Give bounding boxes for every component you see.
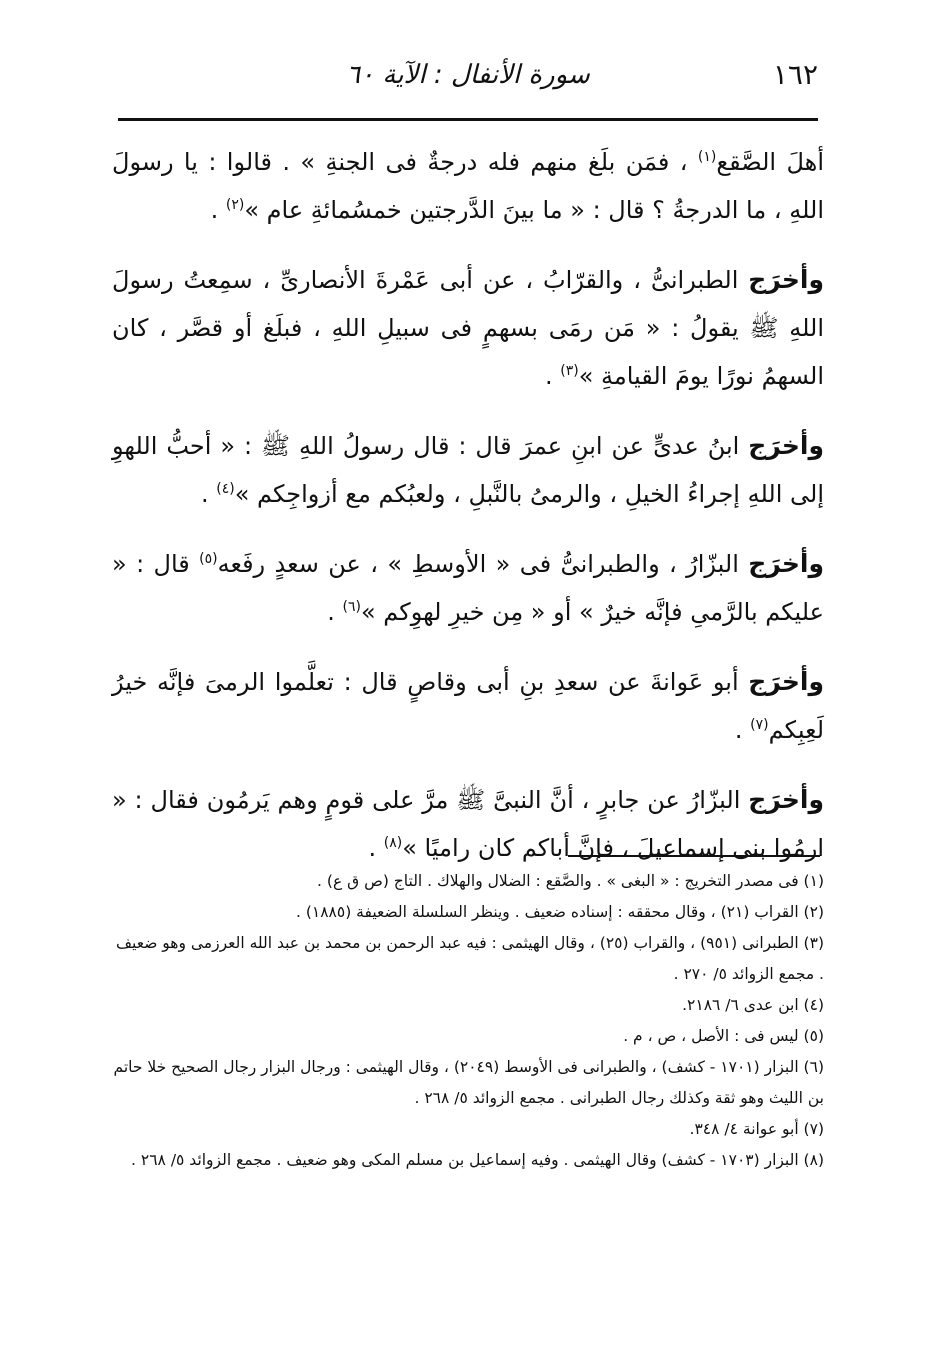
footnote-ref: (١) <box>697 149 717 165</box>
paragraph-end: . <box>544 362 561 390</box>
footnote-7: (٧) أبو عوانة ٤/ ٣٤٨. <box>689 1120 824 1138</box>
page-number: ١٦٢ <box>772 58 818 91</box>
paragraph-text: الطبرانىُّ ، والقرّابُ ، عن أبى عَمْرةَ الأنصارىِّ ، سمِعتُ رسولَ اللهِ ﷺ يقولُ : « مَن رمَى بسهمٍ فى سبيلِ اللهِ ، فبلَغ أو قصَّر ، كان السهمُ نورًا يومَ القيامةِ » <box>112 266 824 390</box>
main-text <box>112 138 824 894</box>
paragraph-end: . <box>327 598 343 626</box>
paragraph-end: . <box>734 716 751 744</box>
footnote-ref: (٨) <box>383 835 403 851</box>
footnote-8: (٨) البزار (١٧٠٣ - كشف) وقال الهيثمى . وفيه إسماعيل بن مسلم المكى وهو ضعيف . مجمع الزوائد ٥/ ٢٦٨ . <box>131 1151 824 1169</box>
running-title: سورة الأنفال : الآية ٦٠ <box>346 60 590 90</box>
paragraph-text: البزّارُ ، والطبرانىُّ فى « الأوسطِ » ، عن سعدٍ رفَعه <box>217 550 749 578</box>
paragraph-5 <box>112 658 824 754</box>
header-rule <box>118 118 818 121</box>
paragraph-text: ، فمَن بلَغ منهم فله درجةٌ فى الجنةِ » . قالوا : يا رسولَ اللهِ ، ما الدرجةُ ؟ قال : « ما بينَ الدَّرجتين خمسُمائةِ عام » <box>112 148 824 224</box>
footnote-2: (٢) القراب (٢١) ، وقال محققه : إسناده ضعيف . وينظر السلسلة الضعيفة (١٨٨٥) . <box>295 903 824 921</box>
paragraph-3 <box>112 422 824 518</box>
footnote-6: (٦) البزار (١٧٠١ - كشف) ، والطبرانى فى الأوسط (٢٠٤٩) ، وقال الهيثمى : ورجال البزار رجال الصحيح خلا حاتم بن الليث وهو ثقة وكذلك رجال الطبرانى . مجمع الزوائد ٥/ ٢٦٨ . <box>113 1058 824 1107</box>
footnote-ref: (٦) <box>342 599 361 615</box>
footnote-separator <box>568 855 820 857</box>
paragraph-2 <box>112 256 824 400</box>
footnote-ref: (٣) <box>560 363 579 379</box>
footnote-5: (٥) ليس فى : الأصل ، ص ، م . <box>623 1027 824 1045</box>
footnote-ref: (٧) <box>750 717 769 733</box>
paragraph-lead: وأخرَج <box>748 785 824 814</box>
footnote-3: (٣) الطبرانى (٩٥١) ، والقراب (٢٥) ، وقال الهيثمى : فيه عبد الرحمن بن محمد بن عبد الله العرزمى وهو ضعيف . مجمع الزوائد ٥/ ٢٧٠ . <box>116 934 824 983</box>
paragraph-end: . <box>210 196 226 224</box>
paragraph-text: ابنُ عدىٍّ عن ابنِ عمرَ قال : قال رسولُ اللهِ ﷺ : « أحبُّ اللهوِ إلى اللهِ إجراءُ الخيلِ ، والرمىُ بالنَّبلِ ، ولعبُكم مع أزواجِكم » <box>112 432 824 508</box>
footnote-ref: (٥) <box>199 551 218 567</box>
paragraph-1 <box>112 138 824 234</box>
footnote-1: (١) فى مصدر التخريج : « البغى » . والصَّقع : الضلال والهلاك . التاج (ص ق ع) . <box>317 872 824 890</box>
paragraph-text: أهلَ الصَّقع <box>716 148 824 176</box>
paragraph-6 <box>112 776 824 872</box>
paragraph-end: . <box>368 834 384 862</box>
footnotes <box>112 866 824 1176</box>
footnote-ref: (٤) <box>216 481 235 497</box>
paragraph-lead: وأخرَج <box>748 667 824 696</box>
page-header <box>118 52 818 112</box>
footnote-ref: (٢) <box>225 197 245 213</box>
paragraph-lead: وأخرَج <box>748 265 824 294</box>
footnote-4: (٤) ابن عدى ٦/ ٢١٨٦. <box>682 996 824 1014</box>
paragraph-text: أبو عَوانةَ عن سعدِ بنِ أبى وقاصٍ قال : تعلَّموا الرمىَ فإنَّه خيرُ لَعِبِكم <box>112 668 824 744</box>
paragraph-4 <box>112 540 824 636</box>
paragraph-text: البزّارُ عن جابرٍ ، أنَّ النبىَّ ﷺ مرَّ على قومٍ وهم يَرمُون فقال : « ارمُوا بنى إسماعيلَ ، فإنَّ أباكم كان راميًا » <box>112 786 824 862</box>
paragraph-text: قال : « عليكم بالرَّمىِ فإنَّه خيرٌ » أو « مِن خيرِ لهوِكم » <box>112 550 824 626</box>
paragraph-lead: وأخرَج <box>748 431 824 460</box>
paragraph-lead: وأخرَج <box>748 549 824 578</box>
paragraph-end: . <box>201 480 217 508</box>
